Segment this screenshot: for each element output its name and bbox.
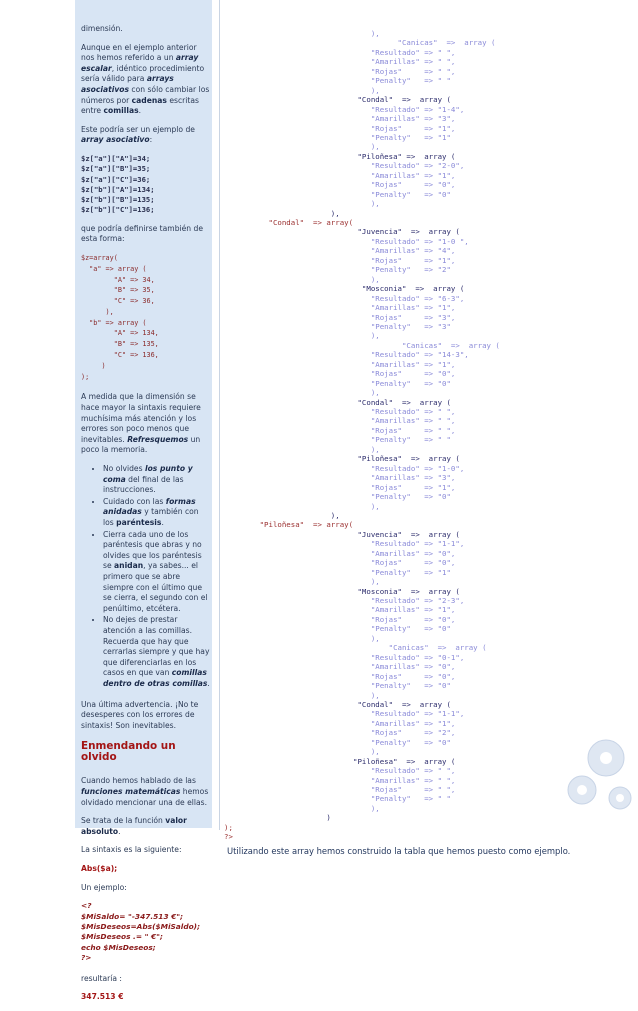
code-line: "Penalty" => "2" xyxy=(224,265,451,275)
text-ultima: Una última advertencia. ¡No te desesperes con los errores de sintaxis! Son inevitables. xyxy=(81,699,199,730)
code-line: "Rojas" => "1", xyxy=(224,255,456,265)
code-line: "Resultado" => "0-1", xyxy=(224,652,465,662)
text-este: Este podría ser un ejemplo de array asociativo: xyxy=(81,124,195,145)
code-line: ), xyxy=(224,690,380,700)
code-line: "Amarillas" => " ", xyxy=(224,57,456,67)
code-line: "Penalty" => " " xyxy=(224,76,451,86)
text-ejemplo: Un ejemplo: xyxy=(81,882,127,892)
code-line: "Canicas" => array ( xyxy=(224,38,496,48)
code-line: "Rojas" => "2", xyxy=(224,728,456,738)
code-line: "Amarillas" => "3", xyxy=(224,114,456,124)
code-line: ?> xyxy=(224,832,233,842)
code-line: "Penalty" => "0" xyxy=(224,378,451,388)
code-line: "Rojas" => "1", xyxy=(224,123,456,133)
code-line: ), xyxy=(224,444,380,454)
text-medida: A medida que la dimensión se hace mayor la sintaxis requiere muchísima más atención y los errores son poco menos que inevitables. Refresquemos un poco la memoria. xyxy=(81,392,201,455)
code-line: ), xyxy=(224,633,380,643)
code-line: "Penalty" => " " xyxy=(224,794,451,804)
text-aunque: Aunque en el ejemplo anterior nos hemos referido a un array escalar, idéntico procedimiento sería válido para arrays asociativos con sólo cambiar los números por cadenas escritas entre comillas. xyxy=(81,42,210,116)
code-line: "Amarillas" => "1", xyxy=(224,170,456,180)
code-line: "Amarillas" => "4", xyxy=(224,246,456,256)
code-line: "Amarillas" => "1", xyxy=(224,359,456,369)
code-line: "Resultado" => "1-1", xyxy=(224,709,465,719)
php-example-code: <? $MiSaldo= "-347.513 €"; $MisDeseos=Abs($MiSaldo); $MisDeseos .= " €"; echo $MisDeseos; ?> xyxy=(81,901,201,963)
array-code-panel xyxy=(219,0,638,842)
code-line: "Mosconia" => array ( xyxy=(224,284,465,294)
code-line: "Amarillas" => "1", xyxy=(224,718,456,728)
code-line: "Resultado" => "2-3", xyxy=(224,596,465,605)
tip-item: • No dejes de prestar atención a las comillas. Recuerda que hay que cerrarlas siempre y que hay que diferenciarlas en los casos en que van comillas dentro de otras comillas. xyxy=(103,615,211,689)
code-line: "Amarillas" => "0", xyxy=(224,548,456,558)
result-value: 347.513 € xyxy=(81,992,124,1002)
assoc-code: $z["a"]["A"]=34; $z["a"]["B"]=35; $z["a"]["C"]=36; $z["b"]["A"]=134; $z["b"]["B"]=135; $z["b"]["C"]=136; xyxy=(81,153,155,215)
code-line: "Condal" => array( xyxy=(224,218,354,227)
code-line: "Rojas" => "0", xyxy=(224,558,456,568)
code-line: "Condal" => array ( xyxy=(224,397,451,407)
code-line: ), xyxy=(224,388,380,398)
code-line: ), xyxy=(224,803,380,813)
tip-item: • Cierra cada uno de los paréntesis que abras y no olvides que los paréntesis se anidan, ya sabes... el primero que se abre siempre con el último que se cierra, el segundo con el penúltimo, etcétera. xyxy=(103,530,211,615)
code-line: "Resultado" => "6-3", xyxy=(224,293,465,303)
code-line: "Rojas" => "0", xyxy=(224,180,456,190)
code-line: "Rojas" => "0", xyxy=(224,671,456,681)
code-line: "Penalty" => "0" xyxy=(224,189,451,199)
code-line: "Resultado" => "1-4", xyxy=(224,104,465,114)
section-heading: Enmendando un olvido xyxy=(81,740,176,763)
code-line: "Penalty" => "1" xyxy=(224,567,451,577)
text-trata: Se trata de la función valor absoluto. xyxy=(81,816,187,836)
code-line: ); xyxy=(224,822,233,832)
code-line: "Juvencia" => array ( xyxy=(224,529,460,539)
code-line: "Resultado" => "1-0", xyxy=(224,463,465,473)
code-line: ), xyxy=(224,274,380,284)
code-line: "Penalty" => "0" xyxy=(224,624,451,634)
code-line: "Resultado" => " ", xyxy=(224,766,456,776)
code-line: "Amarillas" => "0", xyxy=(224,662,456,672)
text-cuando: Cuando hemos hablado de las funciones matemáticas hemos olvidado mencionar una de ellas. xyxy=(81,776,209,807)
caption: Utilizando este array hemos construido la tabla que hemos puesto como ejemplo. xyxy=(227,846,571,856)
code-line: ), xyxy=(224,199,380,209)
code-line: "Piloñesa" => array( xyxy=(224,520,354,530)
code-line: "Rojas" => "0", xyxy=(224,614,456,624)
code-line: "Resultado" => "14-3", xyxy=(224,350,469,360)
code-line: ), xyxy=(224,142,380,152)
sidebar-content xyxy=(81,24,211,1011)
code-line: "Resultado" => "2-0", xyxy=(224,161,465,171)
code-line: "Penalty" => " " xyxy=(224,435,451,445)
code-line: "Rojas" => " ", xyxy=(224,425,456,435)
code-line: ), xyxy=(224,208,340,218)
abs-syntax: Abs($a); xyxy=(81,864,118,874)
code-line: "Penalty" => "0" xyxy=(224,681,451,691)
code-line: "Penalty" => "0" xyxy=(224,492,451,502)
tip-item: • Cuidado con las formas anidadas y también con los paréntesis. xyxy=(103,497,211,529)
array-code: $z=array( "a" => array ( "A" => 34, "B" => 35, "C" => 36, ), "b" => array ( "A" => 134, "B" => 135, "C" => 136, ) ); xyxy=(81,253,159,381)
code-line: ), xyxy=(224,29,380,38)
text-dimension: dimensión. xyxy=(81,24,123,33)
code-line: ), xyxy=(224,577,380,587)
code-line: "Resultado" => "1-1", xyxy=(224,539,465,549)
code-line: "Piloñesa" => array ( xyxy=(224,756,456,766)
code-line: "Piloñesa" => array ( xyxy=(224,454,460,464)
code-line: "Amarillas" => " ", xyxy=(224,775,456,785)
code-line: "Rojas" => "1", xyxy=(224,482,456,492)
code-line: "Canicas" => array ( xyxy=(224,340,500,350)
code-line: ), xyxy=(224,85,380,95)
text-sintaxis: La sintaxis es la siguiente: xyxy=(81,845,182,855)
code-line: "Juvencia" => array ( xyxy=(224,227,460,237)
text-resultaria: resultaría : xyxy=(81,973,122,983)
tip-item: • No olvides los punto y coma del final de las instrucciones. xyxy=(103,464,211,496)
code-line: "Piloñesa" => array ( xyxy=(224,151,456,161)
code-line: "Resultado" => " ", xyxy=(224,407,456,416)
code-line: "Penalty" => "1" xyxy=(224,132,451,142)
code-line: "Canicas" => array ( xyxy=(224,643,487,653)
code-line: "Amarillas" => "3", xyxy=(224,473,456,483)
code-line: "Rojas" => " ", xyxy=(224,785,456,794)
gears-icon xyxy=(562,728,638,816)
code-line: "Resultado" => " ", xyxy=(224,47,456,57)
code-line: "Rojas" => "3", xyxy=(224,312,456,322)
code-line: "Mosconia" => array ( xyxy=(224,586,460,596)
code-line: "Penalty" => "0" xyxy=(224,737,451,747)
code-line: "Condal" => array ( xyxy=(224,699,451,709)
code-line: "Condal" => array ( xyxy=(224,95,451,105)
code-line: ) xyxy=(224,813,331,823)
text-que: que podría definirse también de esta forma: xyxy=(81,223,204,244)
code-line: "Resultado" => "1-0 ", xyxy=(224,236,469,246)
code-line: "Amarillas" => "1", xyxy=(224,303,456,313)
tips-list xyxy=(81,464,211,689)
code-line: "Rojas" => " ", xyxy=(224,66,456,76)
code-line: "Amarillas" => "1", xyxy=(224,605,456,615)
code-line: ), xyxy=(224,331,380,341)
code-line: "Penalty" => "3" xyxy=(224,321,451,331)
code-line: "Amarillas" => " ", xyxy=(224,416,456,426)
code-line: ), xyxy=(224,501,380,511)
code-line: ), xyxy=(224,747,380,757)
code-line: ), xyxy=(224,510,340,520)
code-line: "Rojas" => "0", xyxy=(224,369,456,379)
